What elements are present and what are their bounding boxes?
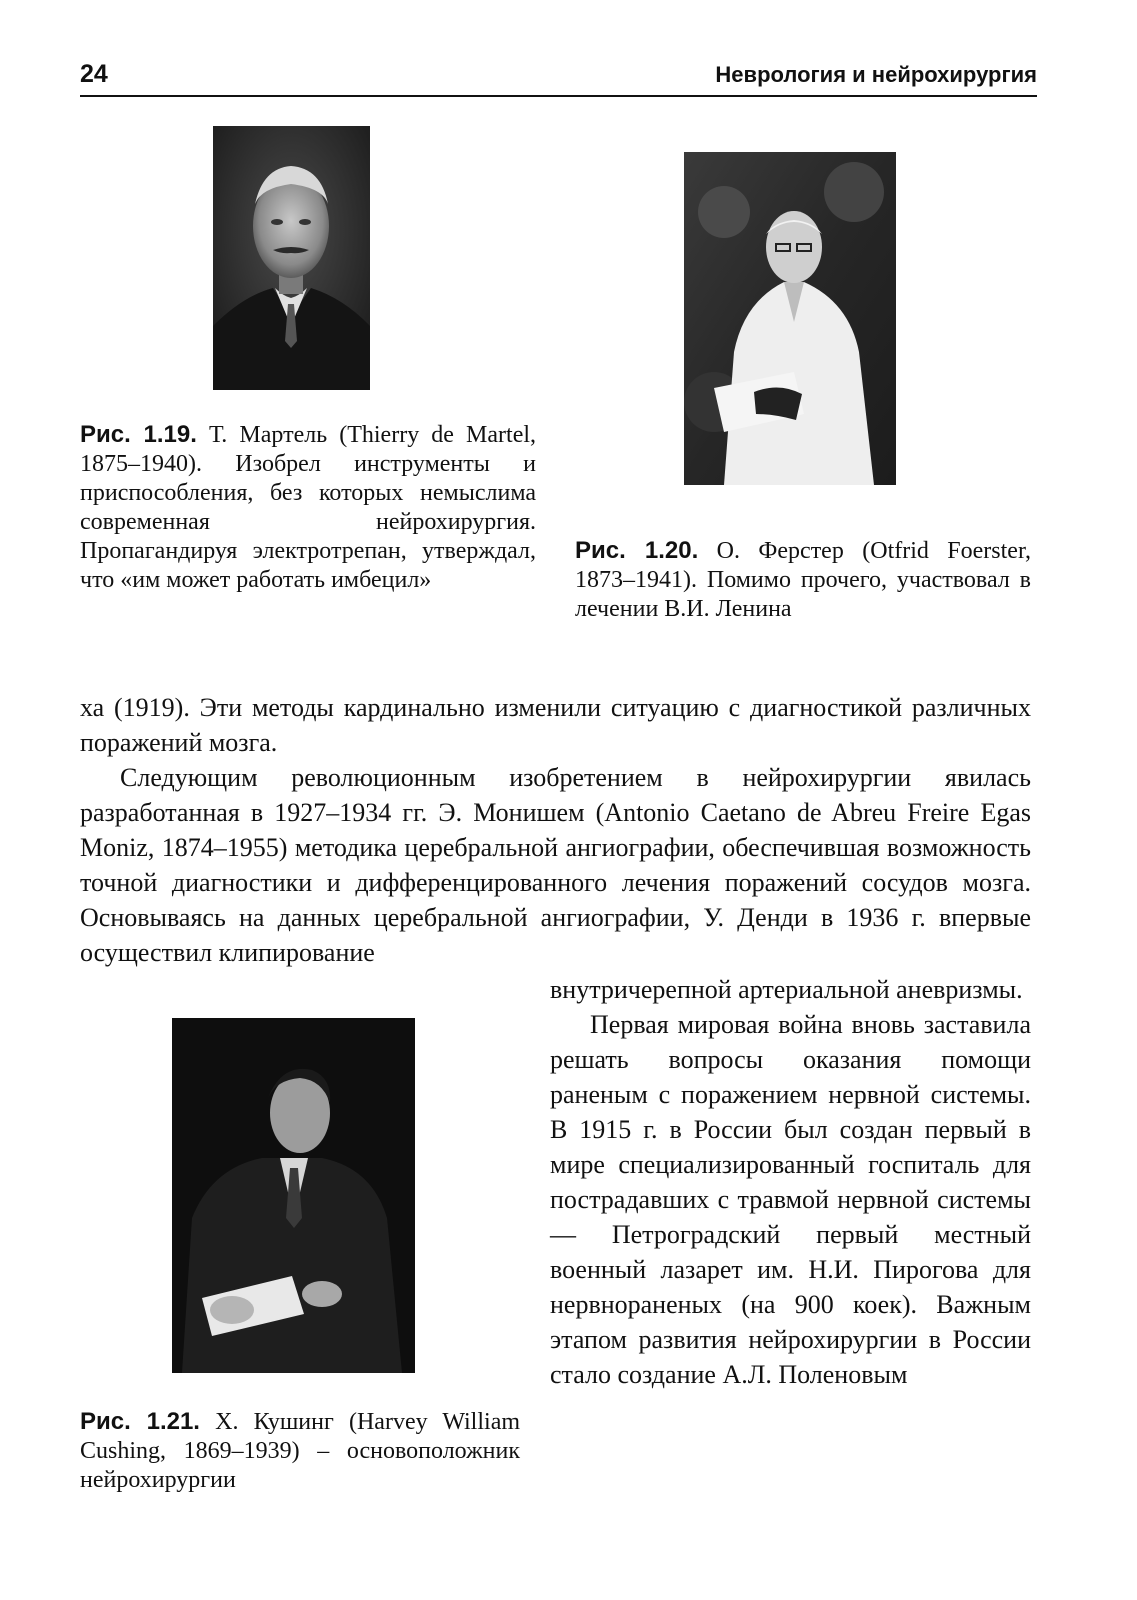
- portrait-photo-foerster: [684, 152, 896, 485]
- paragraph: Первая мировая война вновь заставила решать вопросы оказания помощи раненым с поражением нервной системы. В 1915 г. в России был создан первый в мире специализированный госпиталь для пострадавших с травмой нервной системы — Петроградский первый местный военный лазарет им. Н.И. Пирогова для нервнораненых (на 900 коек). Важным этапом развития нейрохирургии в России стало создание А.Л. Поленовым: [550, 1010, 1031, 1389]
- figure-caption-text: Т. Мартель (Thierry de Martel, 1875–1940). Изобрел инструменты и приспособления, без которых немыслима современная нейрохирургия. Пропагандируя электротрепан, утверждал, что «им может работать имбецил»: [80, 422, 537, 593]
- figure-number: Рис. 1.21.: [80, 1408, 200, 1435]
- figure-caption-text: О. Ферстер (Otfrid Foerster, 1873–1941). Помимо прочего, участвовал в лечении В.И. Ленина: [575, 538, 1031, 622]
- body-text-full-width: [80, 690, 1031, 970]
- figure-caption-text: Х. Кушинг (Harvey William Cushing, 1869–1939) – основоположник нейрохирургии: [80, 1409, 521, 1493]
- paragraph: внутричерепной артериальной аневризмы.: [550, 975, 1023, 1004]
- figure-caption-1-21: [80, 1407, 520, 1495]
- page-number: 24: [80, 60, 108, 88]
- paragraph: ха (1919). Эти методы кардинально изменили ситуацию с диагностикой различных поражений мозга.: [80, 693, 1031, 757]
- header-rule: [80, 95, 1037, 97]
- body-text-right-column: [550, 972, 1031, 1392]
- figure-caption-1-19: [80, 420, 536, 595]
- figure-caption-1-20: [575, 536, 1031, 624]
- running-header-title: Неврология и нейрохирургия: [715, 62, 1037, 87]
- figure-number: Рис. 1.19.: [80, 421, 197, 448]
- figure-number: Рис. 1.20.: [575, 537, 699, 564]
- paragraph: Следующим революционным изобретением в нейрохирургии явилась разработанная в 1927–1934 гг. Э. Монишем (Antonio Caetano de Abreu Freire Egas Moniz, 1874–1955) методика церебральной ангиографии, обеспечившая возможность точной диагностики и дифференцированного лечения поражений сосудов мозга. Основываясь на данных церебральной ангиографии, У. Денди в 1936 г. впервые осуществил клипирование: [80, 763, 1031, 967]
- portrait-photo-martel: [213, 126, 370, 390]
- portrait-photo-cushing: [172, 1018, 415, 1373]
